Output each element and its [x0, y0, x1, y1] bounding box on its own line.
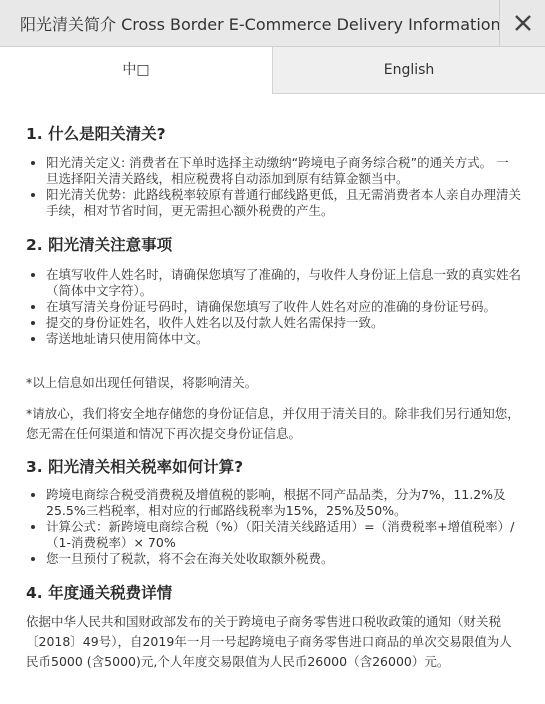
note-privacy: *请放心，我们将安全地存储您的身份证信息，并仅用于清关目的。除非我们另行通知您，您无需在任何渠道和情况下再次提交身份证信息。 [26, 406, 520, 441]
close-button[interactable] [499, 0, 545, 46]
section-3-heading: 3. 阳光清关相关税率如何计算? [26, 458, 244, 476]
list-item: • 阳光清关优势：此路线税率较原有普通行邮线路更低，且无需消费者本人亲自办理清关手续，相对节省时间，更无需担心额外税费的产生。 [46, 187, 521, 219]
list-item: • 寄送地址请只使用简体中文。 [46, 331, 521, 347]
tab-chinese[interactable]: 中□ [0, 47, 273, 94]
title-bar [0, 0, 545, 47]
section-4-heading: 4. 年度通关税费详情 [26, 584, 173, 602]
section-3-list [26, 487, 521, 567]
section-1-heading: 1. 什么是阳关清关? [26, 125, 166, 143]
section-2-heading: 2. 阳光清关注意事项 [26, 236, 173, 254]
note-error-warning: *以上信息如出现任何错误，将影响清关。 [26, 375, 258, 390]
close-icon [513, 13, 533, 33]
list-item: • 您一旦预付了税款，将不会在海关处收取额外税费。 [46, 551, 521, 567]
window-title: 阳光清关简介 Cross Border E-Commerce Delivery Information [20, 15, 501, 34]
list-item: • 计算公式：新跨境电商综合税（%）（阳关清关线路适用）=（消费税率+增值税率）/（1-消费税率）× 70% [46, 519, 521, 551]
section-1-list [26, 155, 521, 219]
list-item: • 在填写清关身份证号码时，请确保您填写了收件人姓名对应的准确的身份证号码。 [46, 299, 521, 315]
list-item: • 阳光清关定义: 消费者在下单时选择主动缴纳“跨境电子商务综合税”的通关方式。 一旦选择阳关清关路线，相应税费将自动添加到原有结算金额当中。 [46, 155, 521, 187]
list-item: • 跨境电商综合税受消费税及增值税的影响，根据不同产品品类，分为7%，11.2%及25.5%三档税率，相对应的行邮路线税率为15%，25%及50%。 [46, 487, 521, 519]
tab-english[interactable]: English [273, 47, 545, 94]
section-4-paragraph: 依据中华人民共和国财政部发布的关于跨境电子商务零售进口税收政策的通知（财关税〔2018〕49号），自2019年一月一号起跨境电子商务零售进口商品的单次交易限值为人民币5000 (含5000)元,个人年度交易限值为人民币26000（含26000）元。 [26, 614, 512, 669]
list-item: • 提交的身份证姓名，收件人姓名以及付款人姓名需保持一致。 [46, 315, 521, 331]
section-2-list [26, 267, 521, 347]
language-tabs [0, 47, 545, 94]
list-item: • 在填写收件人姓名时，请确保您填写了准确的，与收件人身份证上信息一致的真实姓名（简体中文字符）。 [46, 267, 521, 299]
